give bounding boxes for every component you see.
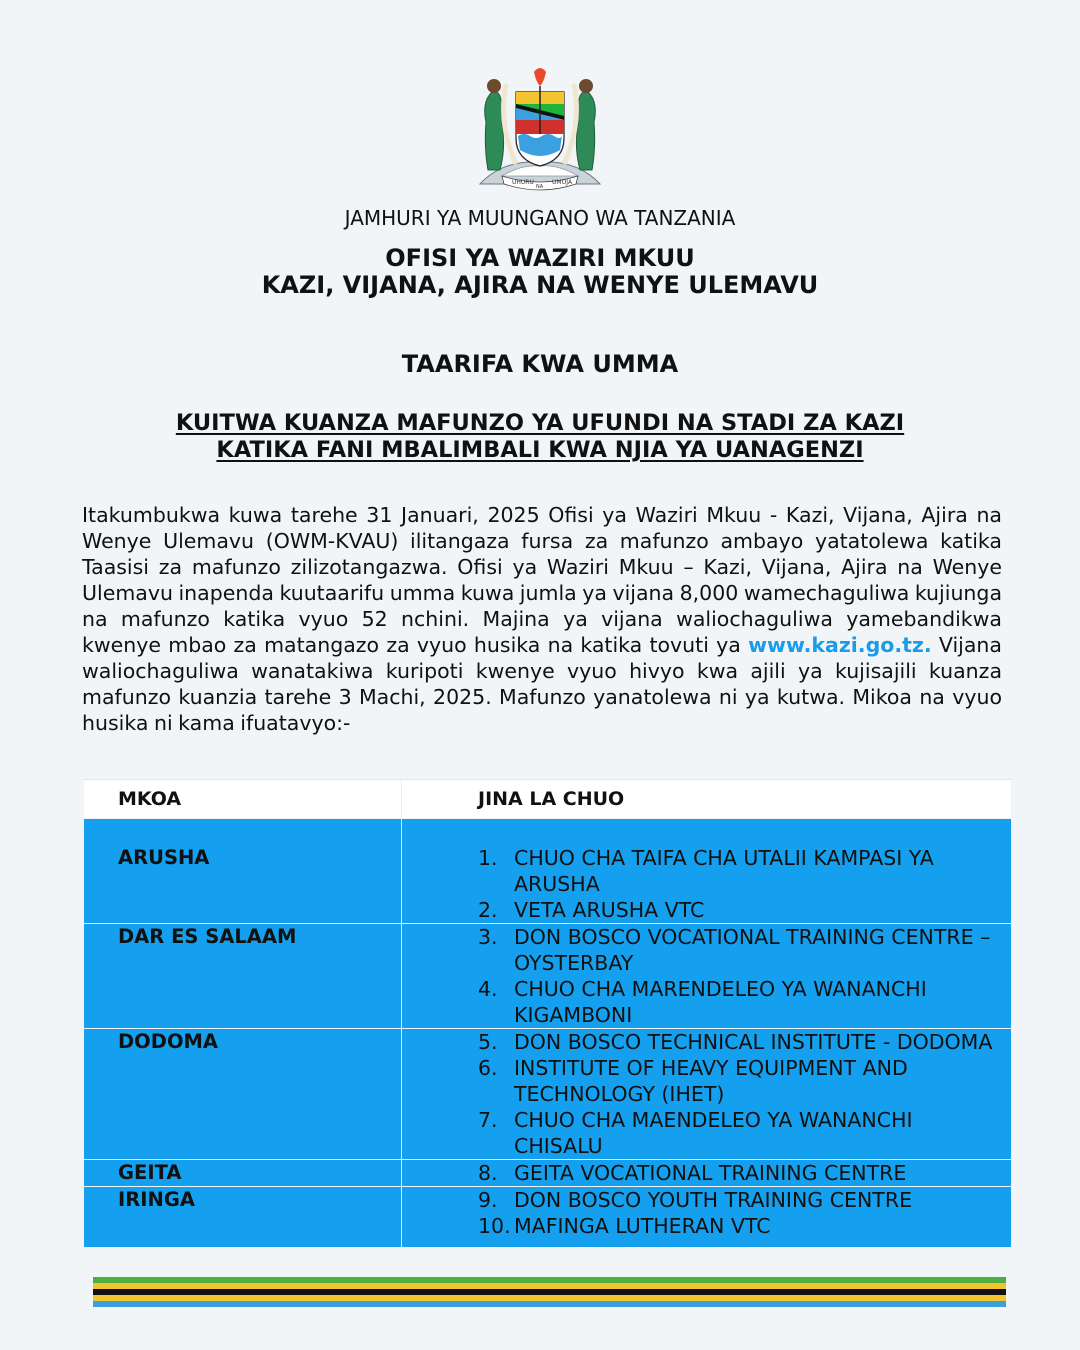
stripe-blue — [93, 1301, 1006, 1307]
motto-right: UMOJA — [552, 179, 573, 186]
school-name: INSTITUTE OF HEAVY EQUIPMENT AND TECHNOLOGY (IHET) — [514, 1056, 908, 1106]
table-body — [84, 819, 1011, 1248]
school-number: 7. — [478, 1108, 498, 1132]
colleges-table — [84, 779, 1011, 1248]
list-item — [478, 1213, 1011, 1239]
table-row — [84, 819, 1011, 924]
website-link[interactable]: www.kazi.go.tz. — [748, 633, 932, 657]
schools-cell — [402, 819, 1011, 923]
list-item — [478, 924, 1011, 976]
list-item — [478, 845, 1011, 897]
region-cell: GEITA — [84, 1160, 402, 1186]
school-name: VETA ARUSHA VTC — [514, 898, 705, 922]
school-name: DON BOSCO YOUTH TRAINING CENTRE — [514, 1188, 913, 1212]
school-number: 10. — [478, 1214, 511, 1238]
tanzania-coat-of-arms-icon — [472, 64, 608, 196]
list-item — [478, 1187, 1011, 1213]
list-item — [478, 1055, 1011, 1107]
schools-cell — [402, 1160, 1011, 1186]
list-item — [478, 897, 1011, 923]
school-number: 2. — [478, 898, 498, 922]
column-header-region: MKOA — [84, 780, 402, 818]
school-number: 3. — [478, 925, 498, 949]
school-name: CHUO CHA MAENDELEO YA WANANCHI CHISALU — [514, 1108, 913, 1158]
column-header-school: JINA LA CHUO — [478, 788, 625, 810]
school-name: CHUO CHA TAIFA CHA UTALII KAMPASI YA ARUSHA — [514, 846, 934, 896]
list-item — [478, 976, 1011, 1028]
list-item — [478, 1107, 1011, 1159]
school-name: DON BOSCO VOCATIONAL TRAINING CENTRE – OYSTERBAY — [514, 925, 991, 975]
school-name: GEITA VOCATIONAL TRAINING CENTRE — [514, 1161, 907, 1185]
school-name: DON BOSCO TECHNICAL INSTITUTE - DODOMA — [514, 1030, 993, 1054]
school-name: CHUO CHA MARENDELEO YA WANANCHI KIGAMBONI — [514, 977, 927, 1027]
school-number: 8. — [478, 1161, 498, 1185]
schools-cell — [402, 1029, 1011, 1159]
paragraph-part1: Itakumbukwa kuwa tarehe 31 Januari, 2025 Ofisi ya Waziri Mkuu - Kazi, Vijana, Ajira na Wenye Ulemavu (OWM-KVAU) ilitangaza fursa za mafunzo ambayo yatatolewa katika Taasisi za mafunzo zilizotangazwa. Ofisi ya Waziri Mkuu – Kazi, Vijana, Ajira na Wenye Ulemavu inapenda kuutaarifu umma kuwa jumla ya vijana 8,000 wamechaguliwa kujiunga na mafunzo katika vyuo 52 nchini. Majina ya vijana waliochaguliwa yamebandikwa kwenye mbao za matangazo za vyuo husika na katika tovuti ya — [82, 503, 1002, 657]
school-number: 4. — [478, 977, 498, 1001]
headline-line1: KUITWA KUANZA MAFUNZO YA UFUNDI NA STADI ZA KAZI — [175, 410, 905, 436]
list-item — [478, 1160, 1011, 1186]
table-row — [84, 1187, 1011, 1248]
school-number: 5. — [478, 1030, 498, 1054]
school-number: 9. — [478, 1188, 498, 1212]
region-cell: DODOMA — [84, 1029, 402, 1159]
flag-stripes — [93, 1277, 1006, 1307]
table-header-row — [84, 779, 1011, 819]
office-title-line2: KAZI, VIJANA, AJIRA NA WENYE ULEMAVU — [261, 271, 819, 299]
school-number: 1. — [478, 846, 498, 870]
school-number: 6. — [478, 1056, 498, 1080]
motto-mid: NA — [536, 184, 544, 190]
announcement-paragraph — [82, 502, 1002, 736]
table-row — [84, 1029, 1011, 1160]
country-name: JAMHURI YA MUUNGANO WA TANZANIA — [344, 206, 736, 230]
office-title-line1: OFISI YA WAZIRI MKUU — [385, 244, 695, 272]
school-name: MAFINGA LUTHERAN VTC — [514, 1214, 771, 1238]
region-cell: IRINGA — [84, 1187, 402, 1247]
paragraph-part2: Vijana waliochaguliwa wanatakiwa kuripoti kwenye vyuo hivyo kwa ajili ya kujisajili kuanza mafunzo kuanzia tarehe 3 Machi, 2025. Mafunzo yanatolewa ni ya kutwa. Mikoa na vyuo husika ni kama ifuatavyo:- — [82, 633, 1002, 735]
table-row — [84, 924, 1011, 1029]
table-row — [84, 1160, 1011, 1187]
notice-title: TAARIFA KWA UMMA — [401, 350, 679, 378]
region-cell: ARUSHA — [84, 819, 402, 923]
motto-left: UHURU — [512, 179, 534, 186]
schools-cell — [402, 1187, 1011, 1247]
region-cell: DAR ES SALAAM — [84, 924, 402, 1028]
list-item — [478, 1029, 1011, 1055]
headline-line2: KATIKA FANI MBALIMBALI KWA NJIA YA UANAGENZI — [216, 437, 864, 463]
schools-cell — [402, 924, 1011, 1028]
